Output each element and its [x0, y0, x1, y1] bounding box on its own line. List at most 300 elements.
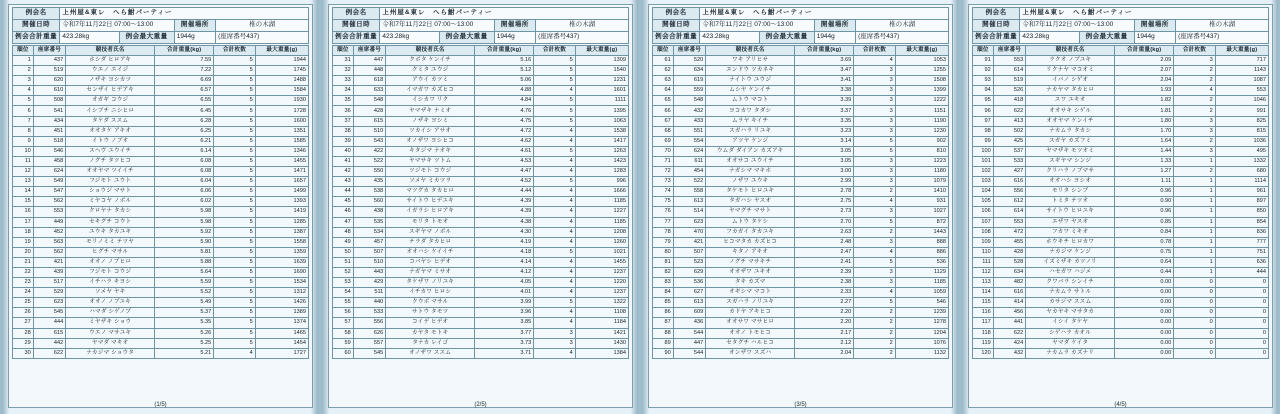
cell-seat: 414: [993, 298, 1026, 308]
cell-total: 1.64: [1115, 136, 1174, 146]
cell-seat: 456: [993, 308, 1026, 318]
cell-name: モリノミミ テツヤ: [66, 237, 155, 247]
cell-name: オオハシ ケイイチ: [386, 247, 475, 257]
cell-rank: 46: [333, 207, 354, 217]
cell-total: 4.01: [475, 288, 534, 298]
cell-name: イバノ シゲオ: [1026, 76, 1115, 86]
cell-total: 0.00: [1115, 348, 1174, 358]
table-row: [13, 136, 309, 146]
cell-max: 1180: [895, 167, 948, 177]
col-rank: 順位: [653, 46, 674, 56]
table-row: [973, 146, 1269, 156]
col-count: 合計枚数: [214, 46, 255, 56]
table-row: [333, 227, 629, 237]
table-row: [973, 278, 1269, 288]
cell-total: 1.82: [1115, 96, 1174, 106]
cell-rank: 75: [653, 197, 674, 207]
col-name: 競技者氏名: [66, 46, 155, 56]
cell-max: 888: [895, 237, 948, 247]
table-row: [13, 187, 309, 197]
cell-seat: 616: [993, 177, 1026, 187]
cell-rank: 56: [333, 308, 354, 318]
cell-name: ハマダ シゲノブ: [66, 308, 155, 318]
max-weight-label: 例会最大重量: [1079, 32, 1134, 44]
cell-rank: 60: [333, 348, 354, 358]
cell-max: 1585: [255, 136, 308, 146]
table-row: [333, 288, 629, 298]
cell-seat: 622: [33, 348, 66, 358]
cell-max: 1036: [1215, 136, 1268, 146]
table-row: [13, 267, 309, 277]
table-row: [13, 76, 309, 86]
cell-seat: 634: [993, 267, 1026, 277]
cell-name: タケモト ヒロユキ: [706, 187, 795, 197]
cell-rank: 37: [333, 116, 354, 126]
cell-count: 3: [534, 328, 575, 338]
table-row: [333, 207, 629, 217]
cell-seat: 429: [353, 278, 386, 288]
event-label: 例会名: [653, 8, 700, 20]
cell-rank: 57: [333, 318, 354, 328]
cell-seat: 437: [33, 56, 66, 66]
cell-max: 1231: [575, 76, 628, 86]
cell-rank: 112: [973, 267, 994, 277]
table-row: [13, 207, 309, 217]
cell-max: 1690: [255, 267, 308, 277]
cell-name: オオヤマ ツイイチ: [66, 167, 155, 177]
total-weight-label: 例会合計重量: [653, 32, 700, 44]
cell-count: 4: [214, 348, 255, 358]
col-seat: 座席番号: [673, 46, 706, 56]
cell-rank: 108: [973, 227, 994, 237]
cell-name: ハセガワ ハジメ: [1026, 267, 1115, 277]
cell-seat: 622: [993, 106, 1026, 116]
cell-count: 5: [534, 298, 575, 308]
header-table: [12, 7, 309, 44]
cell-seat: 559: [673, 86, 706, 96]
cell-total: 2.48: [795, 237, 854, 247]
table-row: [13, 156, 309, 166]
cell-seat: 458: [33, 156, 66, 166]
cell-rank: 31: [333, 56, 354, 66]
cell-seat: 545: [353, 348, 386, 358]
cell-name: ムトウ タケシ: [706, 217, 795, 227]
table-row: [13, 56, 309, 66]
cell-seat: 538: [353, 187, 386, 197]
date-value: 令和7年11月22日 07:00～13:00: [1020, 20, 1134, 32]
cell-seat: 507: [673, 247, 706, 257]
table-row: [13, 126, 309, 136]
cell-max: 1114: [1215, 177, 1268, 187]
cell-seat: 444: [33, 318, 66, 328]
cell-max: 1417: [575, 136, 628, 146]
cell-count: 5: [214, 187, 255, 197]
cell-count: 4: [534, 86, 575, 96]
cell-count: 5: [534, 177, 575, 187]
cell-total: 3.69: [795, 56, 854, 66]
cell-max: 1204: [895, 328, 948, 338]
cell-count: 5: [534, 96, 575, 106]
cell-total: 6.08: [155, 156, 214, 166]
cell-rank: 39: [333, 136, 354, 146]
cell-count: 2: [854, 318, 895, 328]
cell-total: 3.85: [475, 318, 534, 328]
cell-seat: 528: [993, 257, 1026, 267]
cell-max: 1430: [575, 338, 628, 348]
venue-label: 開催場所: [174, 20, 215, 32]
cell-count: 2: [854, 338, 895, 348]
cell-max: 991: [1215, 106, 1268, 116]
table-row: [13, 146, 309, 156]
cell-seat: 627: [673, 288, 706, 298]
cell-max: 0: [1215, 318, 1268, 328]
cell-name: イズミザキ カツノリ: [1026, 257, 1115, 267]
cell-seat: 432: [993, 348, 1026, 358]
table-row: [13, 257, 309, 267]
cell-total: 5.16: [475, 56, 534, 66]
cell-count: 1: [1174, 197, 1215, 207]
cell-seat: 511: [353, 288, 386, 298]
col-max: 最大重量(g): [575, 46, 628, 56]
cell-seat: 558: [673, 187, 706, 197]
cell-total: 3.35: [795, 116, 854, 126]
cell-seat: 436: [673, 318, 706, 328]
cell-count: 3: [854, 116, 895, 126]
table-row: [653, 338, 949, 348]
cell-total: 4.19: [475, 237, 534, 247]
cell-rank: 24: [13, 288, 34, 298]
cell-rank: 35: [333, 96, 354, 106]
max-weight-seat: (座席番号437): [536, 32, 629, 44]
cell-seat: 435: [353, 177, 386, 187]
cell-rank: 85: [653, 298, 674, 308]
cell-name: ノザキ ヨシカツ: [66, 76, 155, 86]
cell-max: 1278: [895, 318, 948, 328]
cell-max: 897: [1215, 197, 1268, 207]
col-name: 競技者氏名: [386, 46, 475, 56]
header-table: [652, 7, 949, 44]
cell-total: 5.59: [155, 278, 214, 288]
cell-seat: 438: [353, 207, 386, 217]
cell-total: 2.70: [795, 217, 854, 227]
page-number-2: (2/5): [474, 402, 487, 408]
table-row: [13, 298, 309, 308]
cell-name: コバヤシ ヒデオ: [386, 257, 475, 267]
cell-total: 4.72: [475, 126, 534, 136]
cell-name: ソメヤ ヤキ: [66, 288, 155, 298]
cell-count: 4: [534, 288, 575, 298]
cell-name: カサジマ ススム: [1026, 298, 1115, 308]
table-row: [653, 227, 949, 237]
cell-max: 0: [1215, 308, 1268, 318]
cell-seat: 556: [353, 318, 386, 328]
cell-count: 3: [854, 156, 895, 166]
cell-name: モリタ シンブ: [1026, 187, 1115, 197]
cell-seat: 544: [673, 348, 706, 358]
cell-max: 1184: [575, 318, 628, 328]
cell-count: 5: [854, 146, 895, 156]
cell-count: 5: [214, 167, 255, 177]
cell-max: 1666: [575, 187, 628, 197]
results-table-4: [972, 45, 1269, 359]
cell-max: 1657: [255, 177, 308, 187]
cell-total: 5.37: [155, 308, 214, 318]
table-row: [13, 217, 309, 227]
cell-seat: 551: [673, 126, 706, 136]
cell-seat: 610: [33, 86, 66, 96]
cell-max: 1584: [255, 86, 308, 96]
cell-rank: 64: [653, 86, 674, 96]
table-row: [333, 237, 629, 247]
cell-name: オオノ ノブヒロ: [66, 257, 155, 267]
cell-max: 1727: [255, 348, 308, 358]
cell-rank: 86: [653, 308, 674, 318]
table-row: [13, 237, 309, 247]
cell-total: 2.09: [1115, 56, 1174, 66]
table-row: [653, 237, 949, 247]
table-row: [653, 247, 949, 257]
cell-seat: 432: [673, 106, 706, 116]
cell-count: 2: [1174, 167, 1215, 177]
cell-max: 1046: [1215, 96, 1268, 106]
table-row: [653, 96, 949, 106]
cell-count: 1: [1174, 156, 1215, 166]
cell-total: 4.53: [475, 156, 534, 166]
cell-total: 3.37: [795, 106, 854, 116]
cell-rank: 4: [13, 86, 34, 96]
event-name: 上州屋&東レ へら鮒パーティー: [380, 8, 629, 20]
cell-max: 1639: [255, 257, 308, 267]
cell-count: 5: [214, 278, 255, 288]
cell-max: 1222: [895, 96, 948, 106]
cell-max: 1230: [895, 126, 948, 136]
cell-max: 1395: [575, 106, 628, 116]
cell-seat: 537: [993, 146, 1026, 156]
cell-count: 3: [854, 66, 895, 76]
cell-rank: 113: [973, 278, 994, 288]
cell-name: スガハラ ノリユキ: [706, 298, 795, 308]
table-row: [973, 56, 1269, 66]
table-row: [973, 348, 1269, 358]
cell-count: 4: [534, 167, 575, 177]
table-row: [13, 116, 309, 126]
cell-max: 1393: [255, 197, 308, 207]
result-sheet-3: [648, 4, 953, 408]
cell-rank: 66: [653, 106, 674, 116]
cell-count: 3: [854, 278, 895, 288]
cell-count: 0: [1174, 278, 1215, 288]
cell-total: 5.26: [155, 328, 214, 338]
cell-total: 4.84: [475, 96, 534, 106]
table-row: [653, 167, 949, 177]
venue-value: 椎の木湖: [1176, 20, 1269, 32]
cell-count: 5: [214, 86, 255, 96]
cell-seat: 562: [33, 247, 66, 257]
cell-total: 0.90: [1115, 197, 1174, 207]
max-weight-seat: (座席番号437): [1176, 32, 1269, 44]
cell-name: サイトウ ヒロユキ: [1026, 207, 1115, 217]
cell-total: 2.20: [795, 318, 854, 328]
header-table: [972, 7, 1269, 44]
cell-max: 1079: [895, 177, 948, 187]
cell-count: 5: [214, 136, 255, 146]
page-sheet: [640, 0, 960, 414]
table-row: [973, 328, 1269, 338]
cell-count: 5: [214, 288, 255, 298]
cell-name: フカガイ タカユキ: [706, 227, 795, 237]
table-row: [973, 167, 1269, 177]
cell-count: 4: [534, 217, 575, 227]
cell-max: 1421: [575, 328, 628, 338]
cell-max: 0: [1215, 328, 1268, 338]
col-total: 合計重量(kg): [475, 46, 534, 56]
cell-max: 444: [1215, 267, 1268, 277]
cell-rank: 32: [333, 66, 354, 76]
cell-rank: 16: [13, 207, 34, 217]
cell-max: 1239: [895, 308, 948, 318]
cell-name: タナカ レイゴ: [386, 338, 475, 348]
cell-seat: 560: [353, 197, 386, 207]
cell-seat: 545: [33, 308, 66, 318]
cell-name: イチカワ ヒロシ: [386, 288, 475, 298]
cell-total: 1.70: [1115, 126, 1174, 136]
cell-rank: 88: [653, 328, 674, 338]
cell-rank: 96: [973, 106, 994, 116]
cell-seat: 533: [993, 156, 1026, 166]
cell-name: イガラシ ヒロアキ: [386, 207, 475, 217]
cell-rank: 10: [13, 146, 34, 156]
cell-seat: 626: [353, 328, 386, 338]
cell-total: 6.14: [155, 146, 214, 156]
cell-total: 4.88: [475, 86, 534, 96]
cell-total: 3.77: [475, 328, 534, 338]
cell-rank: 74: [653, 187, 674, 197]
cell-rank: 81: [653, 257, 674, 267]
cell-count: 5: [214, 338, 255, 348]
table-row: [333, 348, 629, 358]
cell-total: 6.02: [155, 197, 214, 207]
cell-max: 1208: [575, 227, 628, 237]
table-row: [973, 116, 1269, 126]
cell-total: 0.00: [1115, 328, 1174, 338]
cell-rank: 109: [973, 237, 994, 247]
cell-max: 996: [575, 177, 628, 187]
cell-seat: 427: [993, 167, 1026, 177]
cell-max: 495: [1215, 146, 1268, 156]
col-count: 合計枚数: [854, 46, 895, 56]
table-row: [973, 156, 1269, 166]
cell-count: 3: [1174, 116, 1215, 126]
date-value: 令和7年11月22日 07:00～13:00: [60, 20, 174, 32]
cell-seat: 611: [673, 156, 706, 166]
cell-total: 4.39: [475, 197, 534, 207]
cell-name: コイデ ヒデオ: [386, 318, 475, 328]
table-row: [653, 126, 949, 136]
cell-rank: 115: [973, 298, 994, 308]
cell-seat: 522: [353, 156, 386, 166]
cell-name: カドヤ アキヒコ: [706, 308, 795, 318]
cell-count: 2: [1174, 106, 1215, 116]
cell-name: ホシダ ヒロアキ: [66, 56, 155, 66]
cell-seat: 548: [673, 96, 706, 106]
cell-total: 0.00: [1115, 278, 1174, 288]
cell-name: ノザワ ユウキ: [706, 177, 795, 187]
col-rank: 順位: [973, 46, 994, 56]
col-name: 競技者氏名: [706, 46, 795, 56]
cell-total: 7.59: [155, 56, 214, 66]
cell-seat: 447: [673, 338, 706, 348]
cell-seat: 519: [33, 66, 66, 76]
cell-count: 5: [214, 257, 255, 267]
cell-seat: 557: [353, 338, 386, 348]
cell-name: オオヤマ ケンイチ: [1026, 116, 1115, 126]
col-count: 合計枚数: [1174, 46, 1215, 56]
cell-max: 751: [1215, 247, 1268, 257]
cell-max: 0: [1215, 288, 1268, 298]
cell-rank: 76: [653, 207, 674, 217]
cell-max: 1389: [255, 308, 308, 318]
table-row: [333, 76, 629, 86]
cell-count: 1: [1174, 237, 1215, 247]
cell-total: 3.38: [795, 86, 854, 96]
cell-name: ヤマグチ マサト: [706, 207, 795, 217]
cell-seat: 616: [993, 288, 1026, 298]
cell-max: 0: [1215, 298, 1268, 308]
page-number-1: (1/5): [154, 402, 167, 408]
cell-name: セキグチ コウト: [66, 217, 155, 227]
cell-seat: 549: [33, 177, 66, 187]
table-row: [13, 288, 309, 298]
cell-rank: 104: [973, 187, 994, 197]
cell-total: 6.06: [155, 187, 214, 197]
cell-name: オオタケ アキオ: [66, 126, 155, 136]
cell-max: 1601: [575, 86, 628, 96]
cell-rank: 120: [973, 348, 994, 358]
table-row: [973, 177, 1269, 187]
cell-rank: 102: [973, 167, 994, 177]
cell-rank: 19: [13, 237, 34, 247]
header-table: [332, 7, 629, 44]
cell-total: 2.78: [795, 187, 854, 197]
cell-name: タケダ ススム: [66, 116, 155, 126]
event-name: 上州屋&東レ へら鮒パーティー: [60, 8, 309, 20]
cell-count: 1: [1174, 267, 1215, 277]
cell-name: ナカムラ タカシ: [1026, 126, 1115, 136]
cell-seat: 428: [993, 247, 1026, 257]
cell-count: 1: [1174, 177, 1215, 187]
cell-total: 6.25: [155, 126, 214, 136]
table-row: [653, 136, 949, 146]
venue-label: 開催場所: [814, 20, 855, 32]
results-body-3: [653, 56, 949, 359]
cell-count: 4: [534, 348, 575, 358]
page-number-3: (3/5): [794, 402, 807, 408]
cell-total: 2.04: [795, 348, 854, 358]
cell-seat: 614: [993, 207, 1026, 217]
cell-max: 777: [1215, 237, 1268, 247]
cell-count: 4: [854, 56, 895, 66]
cell-rank: 20: [13, 247, 34, 257]
cell-rank: 116: [973, 308, 994, 318]
cell-count: 3: [1174, 56, 1215, 66]
cell-max: 0: [1215, 278, 1268, 288]
cell-max: 1332: [1215, 156, 1268, 166]
cell-total: 4.44: [475, 187, 534, 197]
cell-name: クリハラ ノブマサ: [1026, 167, 1115, 177]
cell-rank: 97: [973, 116, 994, 126]
cell-count: 4: [534, 278, 575, 288]
table-row: [13, 197, 309, 207]
